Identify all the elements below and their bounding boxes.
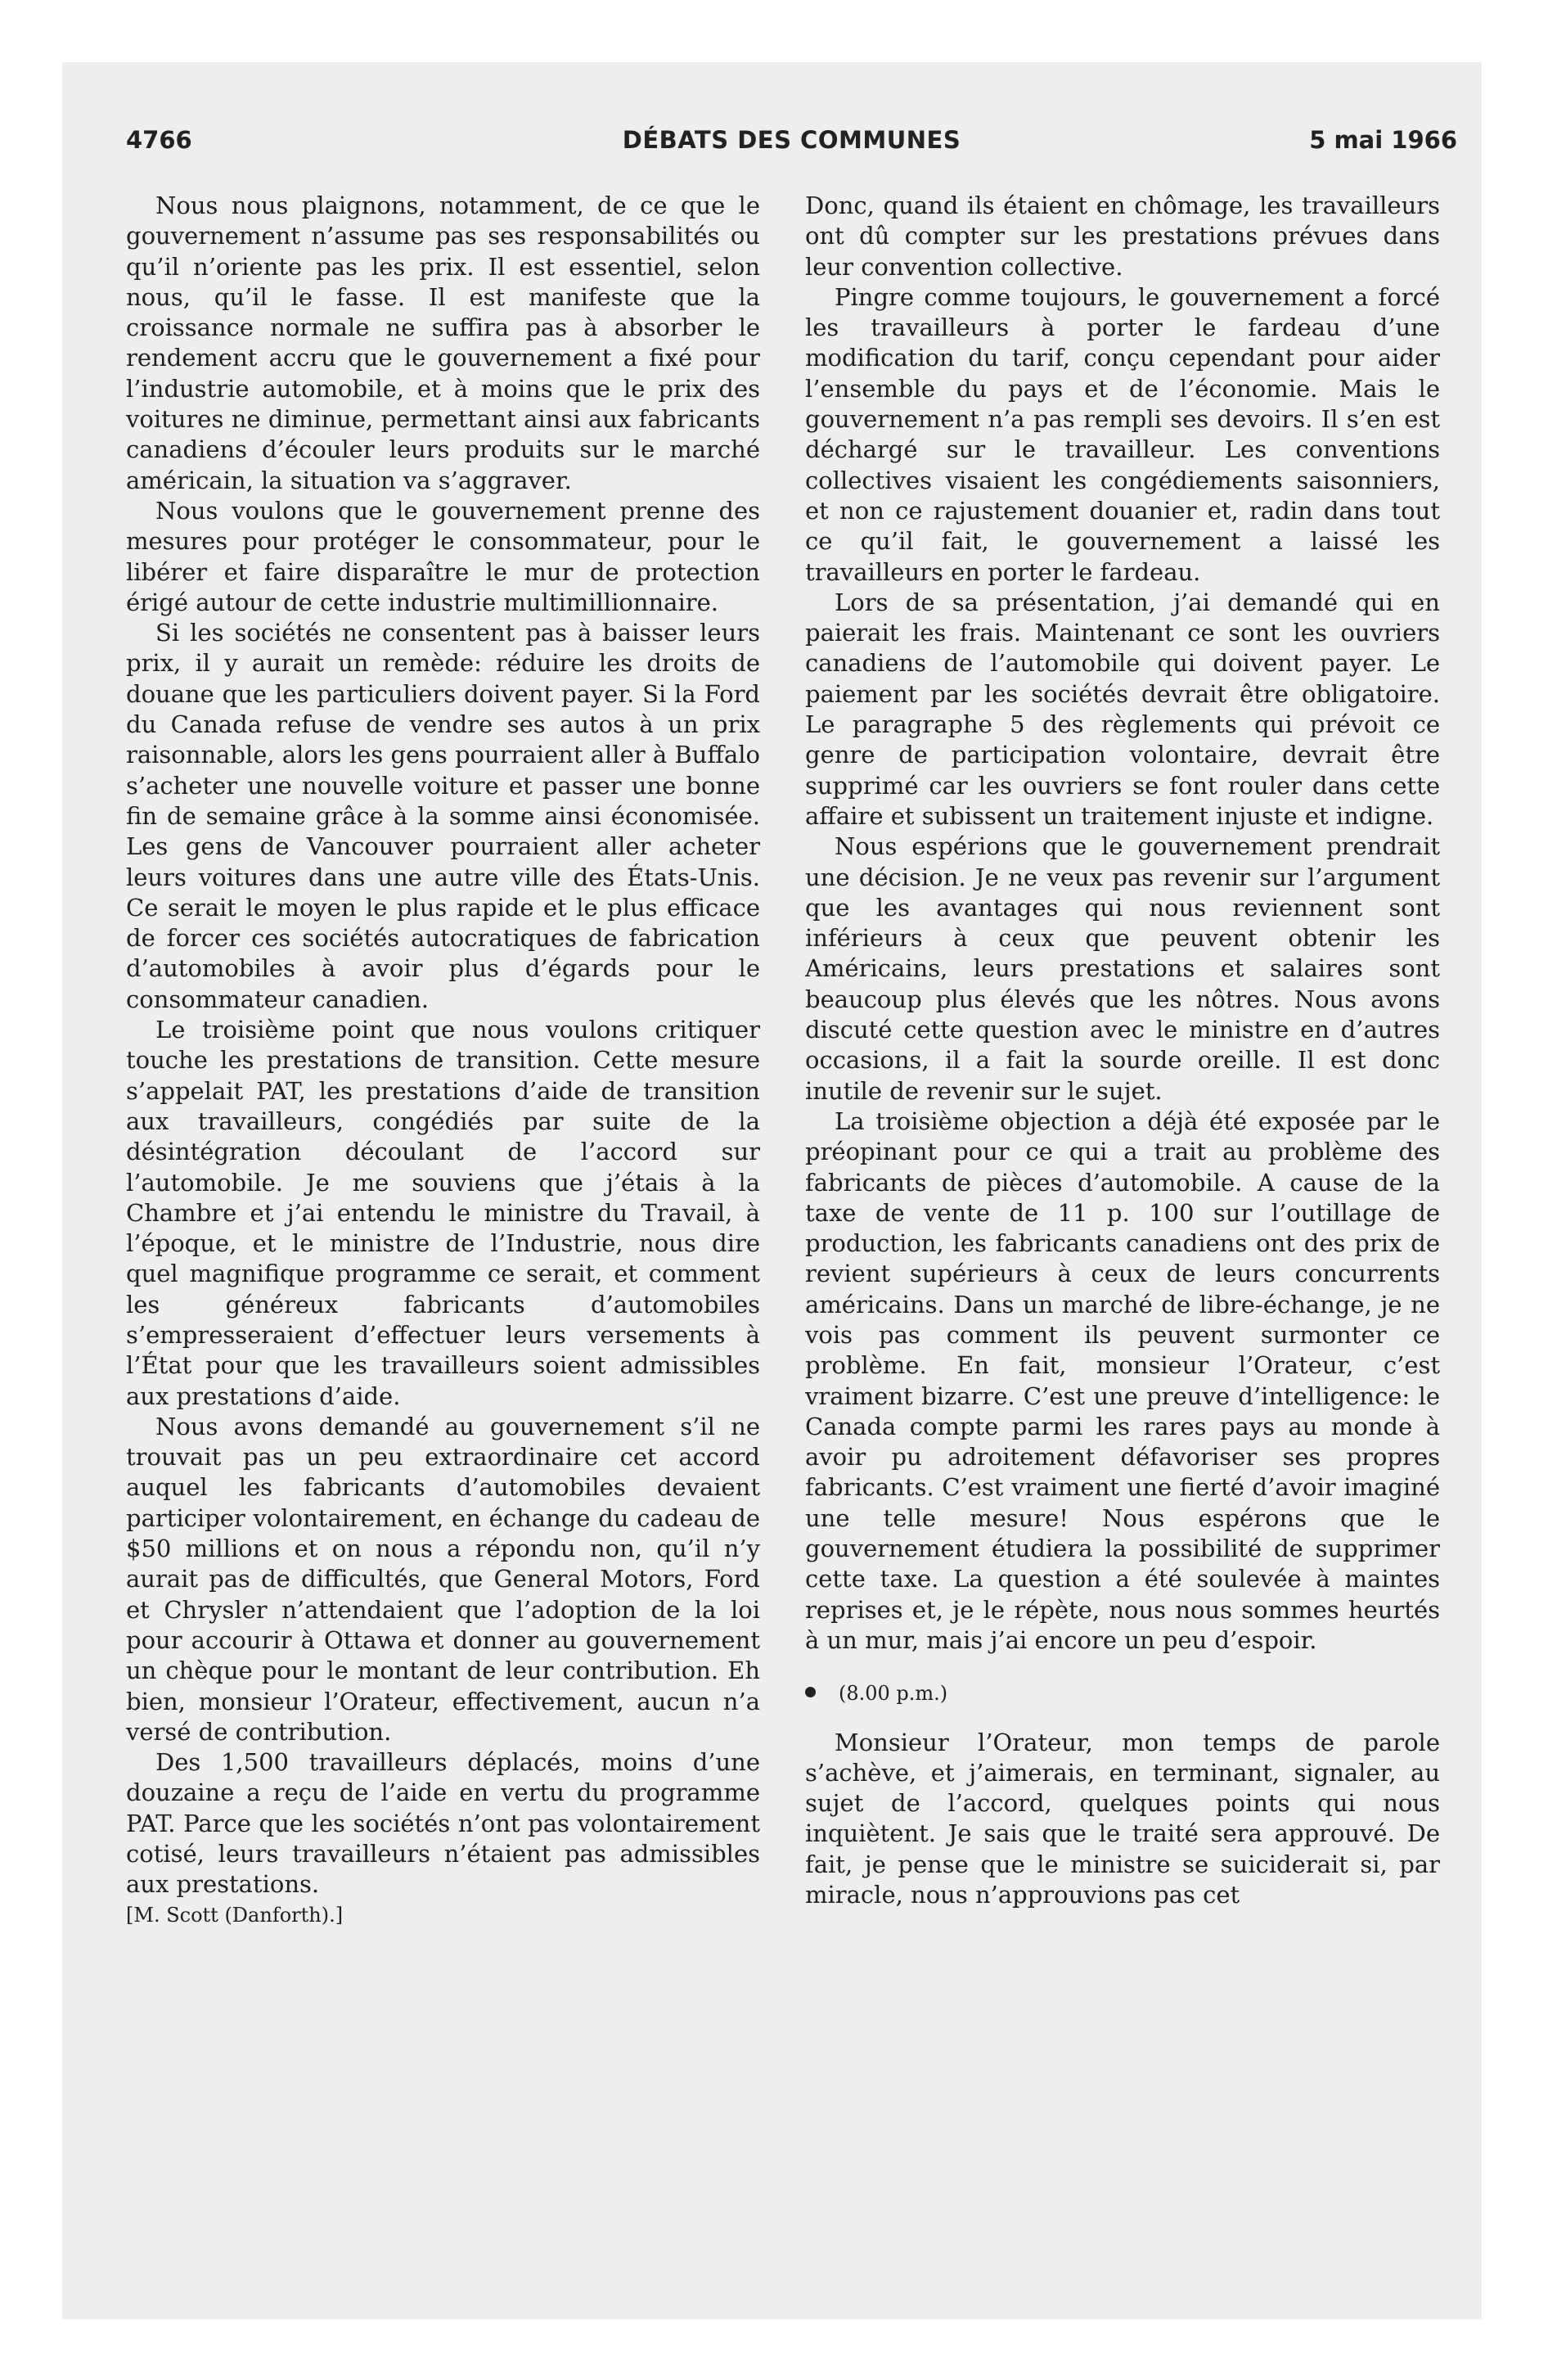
time-marker-text: (8.00 p.m.) <box>839 1682 948 1706</box>
paragraph: Le troisième point que nous voulons critiquer touche les prestations de transition. Cette mesure s’appelait PAT, les prestations d’aide de transition aux travailleurs, congédiés par suite de la désintégration découlant de l’accord sur l’automobile. Je me souviens que j’étais à la Chambre et j’ai entendu le ministre du Travail, à l’époque, et le ministre de l’Industrie, nous dire quel magnifique programme ce serait, et comment les généreux fabricants d’automobiles s’empresseraient d’effectuer leurs versements à l’État pour que les travailleurs soient admissibles aux prestations d’aide. <box>126 1016 760 1410</box>
paragraph: Pingre comme toujours, le gouvernement a forcé les travailleurs à porter le fardeau d’une modification du tarif, conçu cependant pour aider l’ensemble du pays et de l’économie. Mais le gouvernement n’a pas rempli ses devoirs. Il s’en est déchargé sur le travailleur. Les conventions collectives visaient les congédiements saisonniers, et non ce rajustement douanier et, radin dans tout ce qu’il fait, le gouvernement a laissé les travailleurs en porter le fardeau. <box>805 282 1440 586</box>
paragraph: Nous avons demandé au gouvernement s’il ne trouvait pas un peu extraordinaire cet accord auquel les fabricants d’automobiles devaient participer volontairement, en échange du cadeau de $50 millions et on nous a répondu non, qu’il n’y aurait pas de difficultés, que General Motors, Ford et Chrysler n’attendaient que l’adoption de la loi pour accourir à Ottawa et donner au gouvernement un chèque pour le montant de leur contribution. Eh bien, monsieur l’Orateur, effectivement, aucun n’a versé de contribution. <box>126 1412 760 1746</box>
paragraph: La troisième objection a déjà été exposée par le préopinant pour ce qui a trait au problème des fabricants de pièces d’automobile. A cause de la taxe de vente de 11 p. 100 sur l’outillage de production, les fabricants canadiens ont des prix de revient supérieurs à ceux de leurs concurrents américains. Dans un marché de libre-échange, je ne vois pas comment ils peuvent surmonter ce problème. En fait, monsieur l’Orateur, c’est vraiment bizarre. C’est une preuve d’intelligence: le Canada compte parmi les rares pays au monde à avoir pu adroitement défavoriser ses propres fabricants. C’est vraiment une fierté d’avoir imaginé une telle mesure! Nous espérons que le gouvernement étudiera la possibilité de supprimer cette taxe. La question a été soulevée à maintes reprises et, je le répète, nous nous sommes heurtés à un mur, mais j’ai encore un peu d’espoir. <box>805 1107 1440 1654</box>
paragraph: Nous voulons que le gouvernement prenne des mesures pour protéger le consommateur, pour le libérer et faire disparaître le mur de protection érigé autour de cette industrie multimillionnaire. <box>126 496 760 616</box>
publication-title: DÉBATS DES COMMUNES <box>622 126 961 154</box>
paragraph: Nous nous plaignons, notamment, de ce que le gouvernement n’assume pas ses responsabilités ou qu’il n’oriente pas les prix. Il est essentiel, selon nous, qu’il le fasse. Il est manifeste que la croissance normale ne suffira pas à absorber le rendement accru que le gouvernement a fixé pour l’industrie automobile, et à moins que le prix des voitures ne diminue, permettant ainsi aux fabricants canadiens d’écouler leurs produits sur le marché américain, la situation va s’aggraver. <box>126 192 760 494</box>
page-number: 4766 <box>126 126 192 154</box>
paragraph: Monsieur l’Orateur, mon temps de parole s’achève, et j’aimerais, en terminant, signaler, au sujet de l’accord, quelques points qui nous inquiètent. Je sais que le traité sera approuvé. De fait, je pense que le ministre se suiciderait si, par miracle, nous n’approuvions pas cet <box>805 1728 1440 1909</box>
paragraph: Des 1,500 travailleurs déplacés, moins d’une douzaine a reçu de l’aide en vertu du programme PAT. Parce que les sociétés n’ont pas volontairement cotisé, leurs travailleurs n’étaient pas admissibles aux prestations. <box>126 1748 760 1899</box>
speaker-attribution: [M. Scott (Danforth).] <box>126 1903 344 1927</box>
paragraph: Lors de sa présentation, j’ai demandé qui en paierait les frais. Maintenant ce sont les ouvriers canadiens de l’automobile qui doivent payer. Le paiement par les sociétés devrait être obligatoire. Le paragraphe 5 des règlements qui prévoit ce genre de participation volontaire, devrait être supprimé car les ouvriers se font rouler dans cette affaire et subissent un traitement injuste et indigne. <box>805 588 1440 830</box>
page-header <box>126 126 1457 159</box>
page-date: 5 mai 1966 <box>1309 126 1457 154</box>
paragraph: Donc, quand ils étaient en chômage, les travailleurs ont dû compter sur les prestations prévues dans leur convention collective. <box>805 192 1440 281</box>
time-marker <box>805 1679 1440 1709</box>
bullet-icon <box>805 1687 816 1697</box>
right-column <box>805 191 1440 1910</box>
left-column <box>126 191 760 1931</box>
paragraph: Si les sociétés ne consentent pas à baisser leurs prix, il y aurait un remède: réduire les droits de douane que les particuliers doivent payer. Si la Ford du Canada refuse de vendre ses autos à un prix raisonnable, alors les gens pourraient aller à Buffalo s’acheter une nouvelle voiture et passer une bonne fin de semaine grâce à la somme ainsi économisée. Les gens de Vancouver pourraient aller acheter leurs voitures dans une autre ville des États-Unis. Ce serait le moyen le plus rapide et le plus efficace de forcer ces sociétés autocratiques de fabrication d’automobiles à avoir plus d’égards pour le consommateur canadien. <box>126 619 760 1013</box>
paragraph: Nous espérions que le gouvernement prendrait une décision. Je ne veux pas revenir sur l’argument que les avantages qui nous reviennent sont inférieurs à ceux que peuvent obtenir les Américains, leurs prestations et salaires sont beaucoup plus élevés que les nôtres. Nous avons discuté cette question avec le ministre en d’autres occasions, il a fait la sourde oreille. Il est donc inutile de revenir sur le sujet. <box>805 832 1440 1105</box>
page-sheet <box>62 62 1482 2319</box>
